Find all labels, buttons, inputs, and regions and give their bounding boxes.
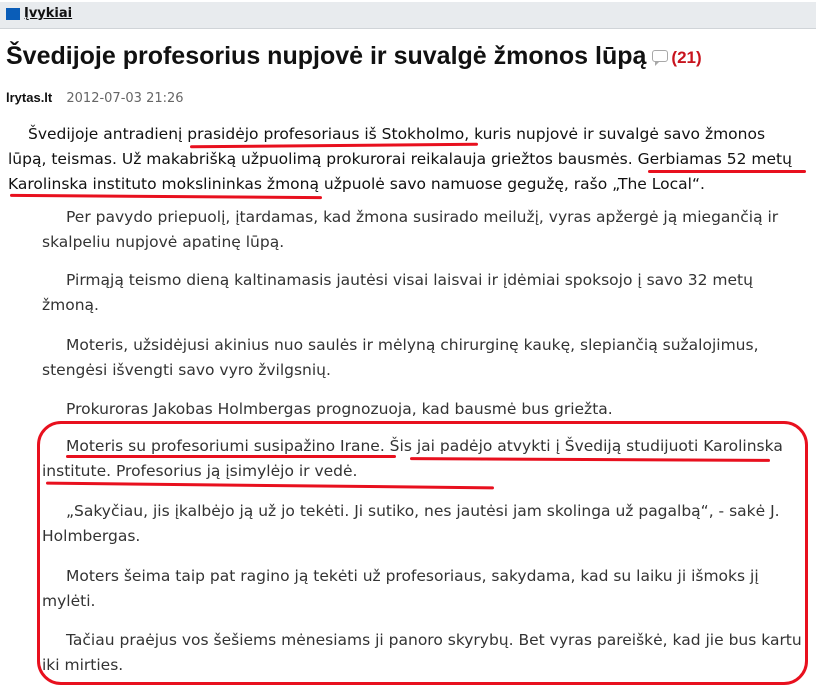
- headline-text: Švedijoje profesorius nupjovė ir suvalgė žmonos lūpą: [6, 42, 647, 70]
- article-paragraph: Moters šeima taip pat ragino ją tekėti už profesoriaus, sakydama, kad su laiku ji išmoks jį mylėti.: [42, 567, 759, 610]
- comments-link[interactable]: [652, 43, 701, 72]
- article-paragraph: Tačiau praėjus vos šešiems mėnesiams ji panoro skyrybų. Bet vyras pareiškė, kad jie bus kartu iki mirties.: [42, 631, 802, 674]
- comment-count[interactable]: (21): [671, 48, 702, 68]
- article-lead: Švedijoje antradienį prasidėjo profesoriaus iš Stokholmo, kuris nupjovė ir suvalgė savo žmonos lūpą, teismas. Už makabrišką užpuolimą prokurorai reikalauja griežtos bausmės. Gerbiamas 52 metų Karolinska instituto mokslininkas žmoną užpuolė savo namuose gegužę, rašo „The Local“.: [8, 125, 792, 193]
- section-link[interactable]: Įvykiai: [24, 6, 73, 21]
- article-paragraph: Prokuroras Jakobas Holmbergas prognozuoja, kad bausmė bus griežta.: [66, 400, 613, 418]
- article-paragraph: Pirmąją teismo dieną kaltinamasis jautėsi visai laisvai ir įdėmiai spoksojo į savo 32 metų žmoną.: [42, 271, 753, 314]
- article-date: 2012-07-03 21:26: [66, 91, 184, 106]
- section-marker: [6, 8, 20, 20]
- article-meta: [6, 90, 184, 106]
- article-headline: [6, 42, 702, 72]
- article-paragraph: Moteris su profesoriumi susipažino Irane. Šis jai padėjo atvykti į Švediją studijuoti Karolinska institute. Profesorius ją įsimylėjo ir vedė.: [42, 437, 783, 480]
- annotation-underline: [66, 455, 396, 458]
- article-paragraph: Per pavydo priepuolį, įtardamas, kad žmona susirado meilužį, vyras apžergė ją miegančią ir skalpeliu nupjovė apatinę lūpą.: [42, 208, 779, 251]
- section-bar: [0, 2, 816, 29]
- article-source: lrytas.lt: [6, 90, 53, 105]
- comment-icon[interactable]: [652, 50, 668, 62]
- article-paragraph: „Sakyčiau, jis įkalbėjo ją už jo tekėti. Ji sutiko, nes jautėsi jam skolinga už pagalbą“, - sakė J. Holmbergas.: [42, 502, 780, 545]
- annotation-underline: [648, 170, 806, 173]
- article-paragraph: Moteris, užsidėjusi akinius nuo saulės ir mėlyną chirurginę kaukę, slepiančią sužalojimus, stengėsi išvengti savo vyro žvilgsnių.: [42, 336, 759, 379]
